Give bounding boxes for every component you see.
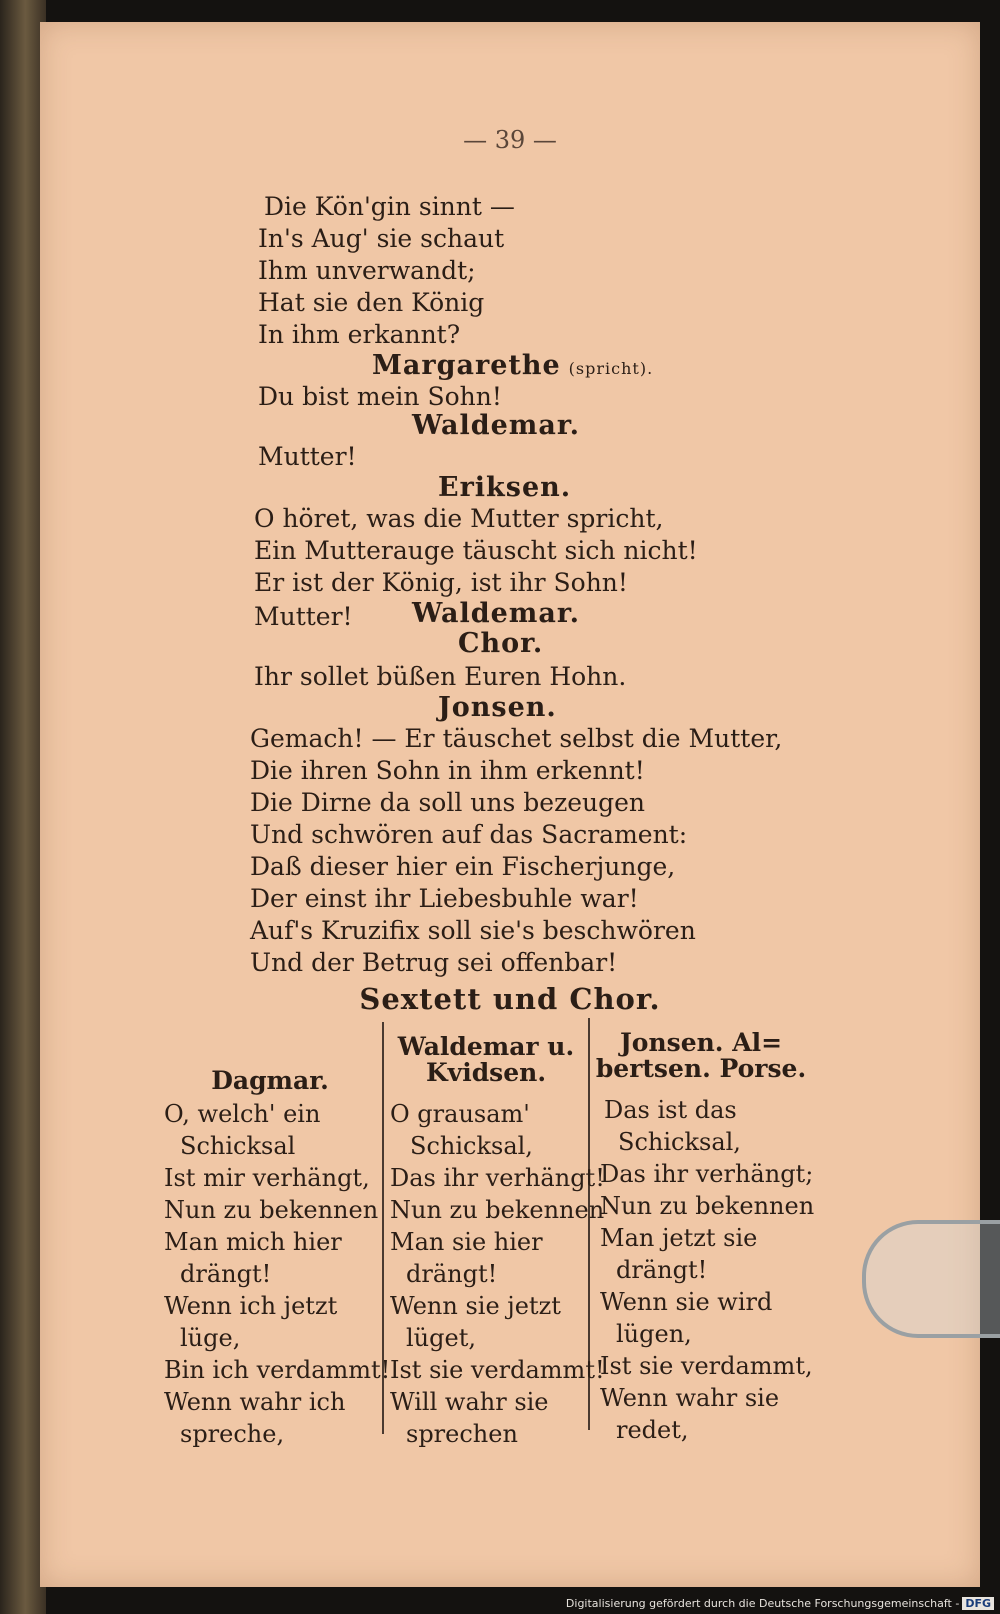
column-line: Schicksal, [618, 1128, 741, 1156]
speaker-name: Margarethe [372, 350, 561, 381]
speaker-jonsen: Jonsen. [438, 692, 557, 723]
text-line: In's Aug' sie schaut [258, 224, 505, 253]
text-line: Ihm unverwandt; [258, 256, 476, 285]
column-line: drängt! [406, 1260, 498, 1288]
column-line: Wenn sie wird [600, 1288, 773, 1316]
column-line: spreche, [180, 1420, 285, 1448]
text-line: Mutter! [258, 442, 357, 471]
text-line: Und der Betrug sei offenbar! [250, 948, 618, 977]
column-line: redet, [616, 1416, 689, 1444]
column-line: Das ihr verhängt! [390, 1164, 605, 1192]
column-line: sprechen [406, 1420, 518, 1448]
column-line: Man sie hier [390, 1228, 543, 1256]
column-line: lüget, [406, 1324, 476, 1352]
dfg-logo: DFG [962, 1597, 994, 1610]
text-line: Du bist mein Sohn! [258, 382, 502, 411]
column-line: drängt! [616, 1256, 708, 1284]
text-line: Er ist der König, ist ihr Sohn! [254, 568, 628, 597]
column-line: Wenn wahr ich [164, 1388, 346, 1416]
column-line: lügen, [616, 1320, 692, 1348]
stage-direction: (spricht). [568, 359, 654, 378]
text-line: Ein Mutterauge täuscht sich nicht! [254, 536, 698, 565]
page-number: — 39 — [463, 126, 557, 154]
text-line: Die ihren Sohn in ihm erkennt! [250, 756, 645, 785]
paper-clip [862, 1220, 1000, 1338]
column-heading-line: bertsen. Porse. [595, 1054, 807, 1084]
speaker-eriksen: Eriksen. [438, 472, 572, 503]
section-heading: Sextett und Chor. [359, 982, 661, 1016]
column-line: Will wahr sie [390, 1388, 549, 1416]
column-line: Ist sie verdammt! [390, 1356, 605, 1384]
text-line: Und schwören auf das Sacrament: [250, 820, 688, 849]
text-line: Der einst ihr Liebesbuhle war! [250, 884, 639, 913]
column-line: O, welch' ein [164, 1100, 321, 1128]
column-heading-jonsen-albertsen-porse [592, 1030, 810, 1083]
column-heading-waldemar-kvidsen [386, 1034, 586, 1087]
speaker-chor: Chor. [458, 628, 544, 659]
column-line: Bin ich verdammt! [164, 1356, 391, 1384]
column-line: Wenn sie jetzt [390, 1292, 561, 1320]
column-line: Ist sie verdammt, [600, 1352, 813, 1380]
column-heading-line: Waldemar u. [397, 1032, 575, 1061]
text-line: Hat sie den König [258, 288, 485, 317]
column-line: Schicksal [180, 1132, 296, 1160]
text-line: Daß dieser hier ein Fischerjunge, [250, 852, 676, 881]
text-line: Die Kön'gin sinnt — [264, 192, 515, 221]
column-line: Nun zu bekennen [600, 1192, 815, 1220]
text-line: Die Dirne da soll uns bezeugen [250, 788, 646, 817]
text-line: In ihm erkannt? [258, 320, 461, 349]
footer-credit [566, 1597, 994, 1610]
column-heading-line: Kvidsen. [425, 1058, 547, 1088]
column-heading-dagmar: Dagmar. [211, 1066, 329, 1095]
text-line: O höret, was die Mutter spricht, [254, 504, 664, 533]
book-page [40, 22, 980, 1587]
column-line: Schicksal, [410, 1132, 533, 1160]
column-line: Man mich hier [164, 1228, 342, 1256]
text-line: Gemach! — Er täuschet selbst die Mutter, [250, 724, 783, 753]
column-line: Wenn wahr sie [600, 1384, 780, 1412]
column-line: Das ist das [604, 1096, 737, 1124]
column-line: Nun zu bekennen [390, 1196, 605, 1224]
column-heading-line: Jonsen. Al= [619, 1028, 783, 1057]
text-line: Mutter! [254, 602, 353, 631]
footer-text: Digitalisierung gefördert durch die Deutsche Forschungsgemeinschaft - [565, 1597, 960, 1610]
column-line: Das ihr verhängt; [600, 1160, 814, 1188]
column-line: lüge, [180, 1324, 241, 1352]
speaker-waldemar: Waldemar. [412, 598, 580, 629]
speaker-waldemar: Waldemar. [412, 410, 580, 441]
column-line: Nun zu bekennen [164, 1196, 379, 1224]
column-line: O grausam' [390, 1100, 530, 1128]
text-line: Auf's Kruzifix soll sie's beschwören [250, 916, 696, 945]
text-line: Ihr sollet büßen Euren Hohn. [254, 662, 627, 691]
column-line: Man jetzt sie [600, 1224, 758, 1252]
column-line: Ist mir verhängt, [164, 1164, 370, 1192]
column-line: drängt! [180, 1260, 272, 1288]
column-line: Wenn ich jetzt [164, 1292, 338, 1320]
speaker-margarethe [372, 352, 653, 379]
